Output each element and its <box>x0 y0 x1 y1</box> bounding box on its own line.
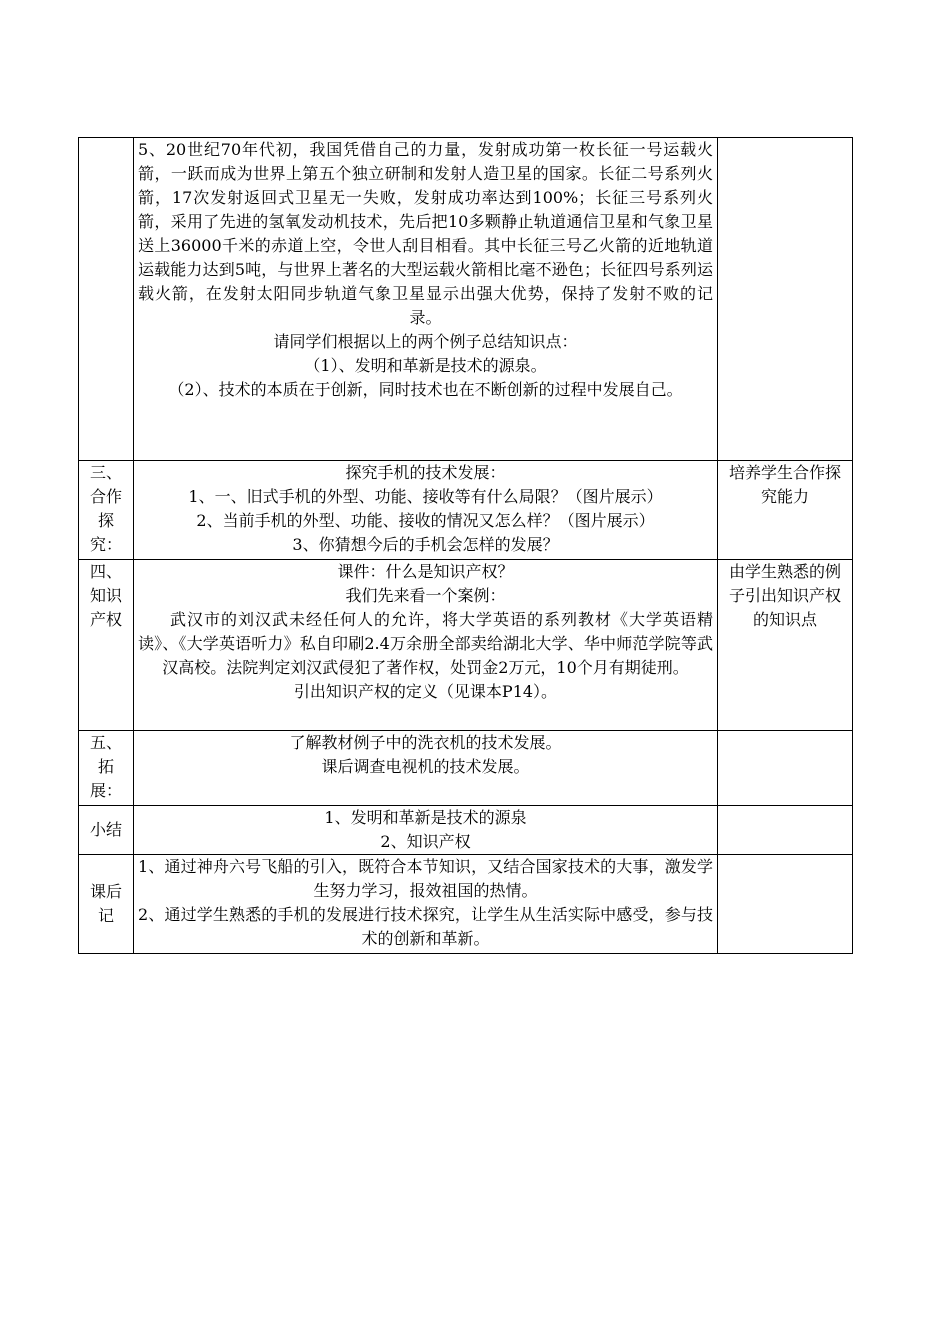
content-paragraph: 武汉市的刘汉武未经任何人的允许，将大学英语的系列教材《大学英语精读》、《大学英语听力》私自印刷2.4万余册全部卖给湖北大学、华中师范学院等武汉高校。法院判定刘汉武侵犯了著作权，处罚金2万元，10个月有期徒刑。 <box>138 610 713 677</box>
section-note: 培养学生合作探究能力 <box>718 461 853 560</box>
content-paragraph: 2、知识产权 <box>380 832 471 851</box>
table-row <box>79 461 853 560</box>
section-content <box>134 461 718 560</box>
section-note <box>718 731 853 806</box>
table-row <box>79 731 853 806</box>
content-paragraph: 探究手机的技术发展： <box>345 463 506 482</box>
content-paragraph: 3、你猜想今后的手机会怎样的发展？ <box>292 535 559 554</box>
section-note <box>718 855 853 954</box>
section-label <box>79 138 134 461</box>
lesson-plan-table <box>78 137 853 954</box>
table-row <box>79 855 853 954</box>
table-row <box>79 806 853 855</box>
section-label: 三、合作探究： <box>79 461 134 560</box>
content-paragraph: 2、当前手机的外型、功能、接收的情况又怎么样？（图片展示） <box>196 511 655 530</box>
section-label: 五、拓展： <box>79 731 134 806</box>
content-paragraph: 1、发明和革新是技术的源泉 <box>324 808 527 827</box>
section-label: 小结 <box>79 806 134 855</box>
content-paragraph: 5、20世纪70年代初，我国凭借自己的力量，发射成功第一枚长征一号运载火箭，一跃而成为世界上第五个独立研制和发射人造卫星的国家。长征二号系列火箭，17次发射返回式卫星无一失败，发射成功率达到100%；长征三号系列火箭，采用了先进的氢氧发动机技术，先后把10多颗静止轨道通信卫星和气象卫星送上36000千米的赤道上空，令世人刮目相看。其中长征三号乙火箭的近地轨道运载能力达到5吨，与世界上著名的大型运载火箭相比毫不逊色；长征四号系列运载火箭，在发射太阳同步轨道气象卫星显示出强大优势，保持了发射不败的记录。 <box>138 140 713 327</box>
content-paragraph: 引出知识产权的定义（见课本P14）。 <box>293 682 558 701</box>
table-row <box>79 138 853 461</box>
table-row <box>79 560 853 731</box>
section-note <box>718 806 853 855</box>
content-paragraph: 课件：什么是知识产权？ <box>337 562 514 581</box>
content-paragraph: 我们先来看一个案例： <box>345 586 506 605</box>
section-label: 课后记 <box>79 855 134 954</box>
section-content <box>134 138 718 461</box>
section-content <box>134 806 718 855</box>
content-paragraph: 了解教材例子中的洗衣机的技术发展。 <box>289 733 562 752</box>
section-label: 四、知识产权 <box>79 560 134 731</box>
section-content <box>134 855 718 954</box>
content-paragraph: 1、通过神舟六号飞船的引入，既符合本节知识，又结合国家技术的大事，激发学生努力学习，报效祖国的热情。 <box>138 857 713 900</box>
content-paragraph: （1）、发明和革新是技术的源泉。 <box>304 356 547 375</box>
section-note: 由学生熟悉的例子引出知识产权的知识点 <box>718 560 853 731</box>
section-content <box>134 560 718 731</box>
content-paragraph: （2）、技术的本质在于创新，同时技术也在不断创新的过程中发展自己。 <box>168 380 683 399</box>
section-content <box>134 731 718 806</box>
content-paragraph: 请同学们根据以上的两个例子总结知识点： <box>273 332 578 351</box>
section-note <box>718 138 853 461</box>
content-paragraph: 1、一、旧式手机的外型、功能、接收等有什么局限？（图片展示） <box>188 487 663 506</box>
content-paragraph: 2、通过学生熟悉的手机的发展进行技术探究，让学生从生活实际中感受，参与技术的创新和革新。 <box>138 905 713 948</box>
content-paragraph: 课后调查电视机的技术发展。 <box>321 757 530 776</box>
